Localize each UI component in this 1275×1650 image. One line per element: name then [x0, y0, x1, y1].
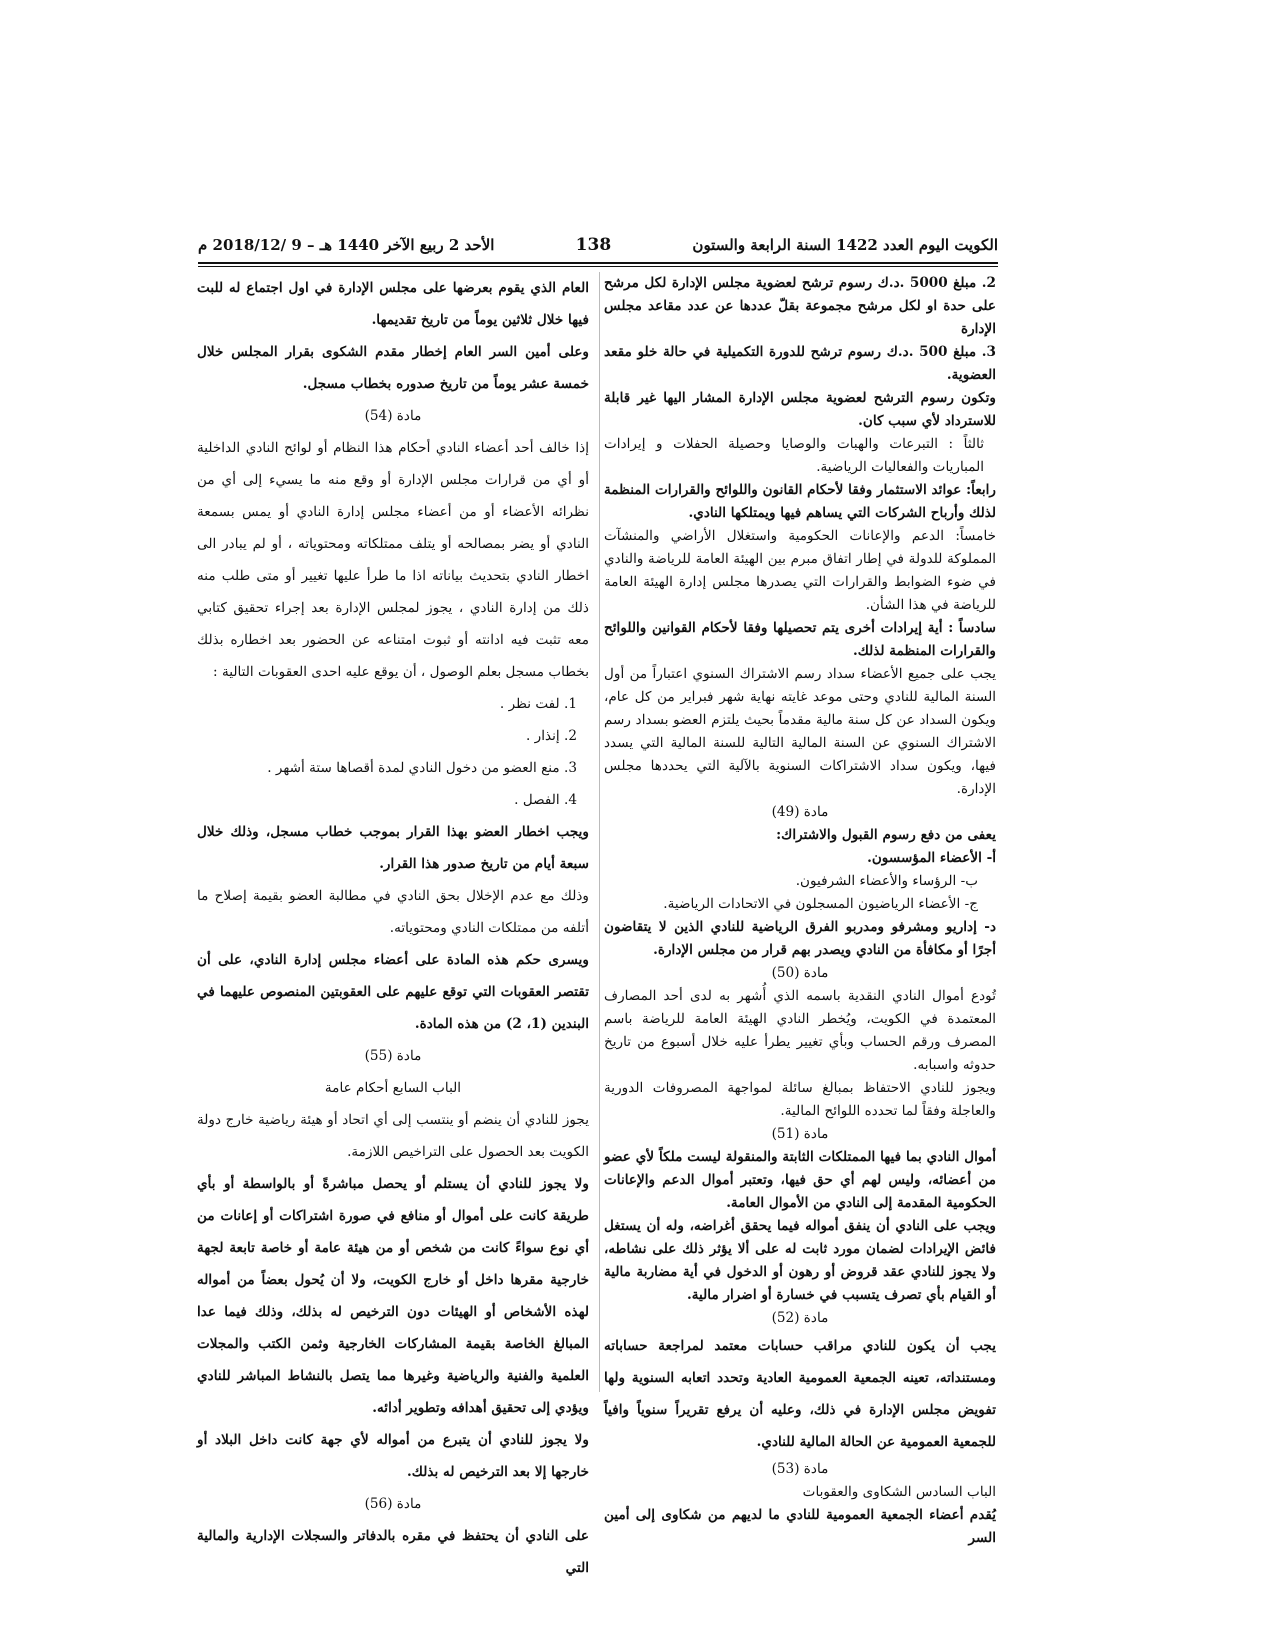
article-heading: مادة (56) [364, 1496, 422, 1512]
article-heading: مادة (54) [364, 408, 422, 424]
list-item: 4. الفصل . [514, 792, 577, 808]
list-item: ج- الأعضاء الرياضيون المسجلون في الاتحادات الرياضية. [663, 896, 978, 912]
section-heading: الباب السابع أحكام عامة [324, 1080, 462, 1096]
paragraph: ويسرى حكم هذه المادة على أعضاء مجلس إدارة النادي، على أن تقتصر العقوبات التي توقع عليهم على العقوبتين المنصوص عليهما في البندين (1، 2) من هذه المادة. [197, 952, 589, 1032]
paragraph: تُودع أموال النادي النقدية باسمه الذي أُشهر به لدى أحد المصارف المعتمدة في الكويت، ويُخطر النادي الهيئة العامة للرياضة باسم المصرف ورقم الحساب وبأي تغيير يطرأ عليه خلال أسبوع من تاريخ حدوثه واسبابه. [604, 988, 996, 1073]
paragraph: يعفى من دفع رسوم القبول والاشتراك: [776, 827, 996, 843]
right-column [604, 272, 996, 1546]
header-rule-thick [198, 262, 998, 264]
list-item: 2. إنذار . [526, 728, 577, 744]
section-heading: الباب السادس الشكاوى والعقوبات [802, 1484, 996, 1500]
paragraph: ويجب على النادي أن ينفق أمواله فيما يحقق أغراضه، وله أن يستغل فائض الإيرادات لضمان مورد ثابت له على ألا يؤثر ذلك على نشاطه، ولا يجوز للنادي عقد قروض أو رهون أو الدخول في أية مضاربة مالية أو القيام بأي تصرف يتسبب في خسارة أو اضرار مالية. [604, 1218, 996, 1303]
paragraph: سادساً : أية إيرادات أخرى يتم تحصيلها وفقا لأحكام القوانين واللوائح والقرارات المنظمة لذلك. [604, 620, 996, 659]
paragraph: وذلك مع عدم الإخلال بحق النادي في مطالبة العضو بقيمة إصلاح ما أتلفه من ممتلكات النادي ومحتوياته. [197, 888, 589, 936]
paragraph: على النادي أن يحتفظ في مقره بالدفاتر والسجلات الإدارية والمالية التي [197, 1528, 589, 1576]
left-column [197, 272, 589, 1576]
paragraph: يُقدم أعضاء الجمعية العمومية للنادي ما لديهم من شكاوى إلى أمين السر [604, 1507, 996, 1546]
paragraph: 2. مبلغ 5000 .د.ك رسوم ترشح لعضوية مجلس الإدارة لكل مرشح على حدة او لكل مرشح مجموعة بقلّ عددها عن عدد مقاعد مجلس الإدارة [604, 275, 996, 337]
column-divider [599, 272, 600, 1392]
paragraph: 3. مبلغ 500 .د.ك رسوم ترشح للدورة التكميلية في حالة خلو مقعد العضوية. [604, 344, 996, 383]
article-heading: مادة (53) [771, 1461, 829, 1477]
page-number: 138 [575, 235, 612, 255]
paragraph: وعلى أمين السر العام إخطار مقدم الشكوى بقرار المجلس خلال خمسة عشر يوماً من تاريخ صدوره بخطاب مسجل. [197, 344, 589, 392]
paragraph: يجب أن يكون للنادي مراقب حسابات معتمد لمراجعة حساباته ومستنداته، تعينه الجمعية العمومية العادية وتحدد اتعابه السنوية ولها تفويض مجلس الإدارة في ذلك، وعليه أن يرفع تقريراً سنوياً وافياً للجمعية العمومية عن الحالة المالية للنادي. [604, 1338, 996, 1450]
list-item: د- إداريو ومشرفو ومدربو الفرق الرياضية للنادي الذين لا يتقاضون أجرًا أو مكافأة من النادي ويصدر بهم قرار من مجلس الإدارة. [604, 919, 996, 958]
list-item: ب- الرؤساء والأعضاء الشرفيون. [795, 873, 978, 889]
article-heading: مادة (52) [771, 1310, 829, 1326]
paragraph: أموال النادي بما فيها الممتلكات الثابتة والمنقولة ليست ملكاً لأي عضو من أعضائه، وليس لهم أي حق فيها، وتعتبر أموال الدعم والإعانات الحكومية المقدمة إلى النادي من الأموال العامة. [604, 1149, 996, 1211]
list-item: 3. منع العضو من دخول النادي لمدة أقصاها ستة أشهر . [267, 760, 577, 776]
list-item: أ- الأعضاء المؤسسون. [867, 850, 996, 866]
paragraph: ثالثاً : التبرعات والهبات والوصايا وحصيلة الحفلات و إيرادات المباريات والفعاليات الرياضية. [604, 436, 984, 475]
paragraph: ويجب اخطار العضو بهذا القرار بموجب خطاب مسجل، وذلك خلال سبعة أيام من تاريخ صدور هذا القرار. [197, 824, 589, 872]
article-heading: مادة (51) [771, 1126, 829, 1142]
paragraph: إذا خالف أحد أعضاء النادي أحكام هذا النظام أو لوائح النادي الداخلية أو أي من قرارات مجلس الإدارة أو وقع منه ما يسيء إلى أي من نظرائه الأعضاء أو من أعضاء مجلس إدارة النادي أو يمس بسمعة النادي أو يضر بمصالحه أو يتلف ممتلكاته ومحتوياته ، أو لم يبادر الى اخطار النادي بتحديث بياناته اذا ما طرأ عليها تغيير أو متى طلب منه ذلك من إدارة النادي ، يجوز لمجلس الإدارة بعد إجراء تحقيق كتابي معه تثبت فيه ادانته أو ثبوت امتناعه عن الحضور بعد اخطاره بذلك بخطاب مسجل بعلم الوصول ، أن يوقع عليه احدى العقوبات التالية : [197, 440, 589, 680]
paragraph: رابعاً: عوائد الاستثمار وفقا لأحكام القانون واللوائح والقرارات المنظمة لذلك وأرباح الشركات التي يساهم فيها ويمتلكها النادي. [604, 482, 996, 521]
list-item: 1. لفت نظر . [499, 696, 577, 712]
header-rule-thin [198, 266, 998, 267]
paragraph: يجوز للنادي أن ينضم أو ينتسب إلى أي اتحاد أو هيئة رياضية خارج دولة الكويت بعد الحصول على التراخيص اللازمة. [197, 1112, 589, 1160]
paragraph: يجب على جميع الأعضاء سداد رسم الاشتراك السنوي اعتباراً من أول السنة المالية للنادي وحتى موعد غايته نهاية شهر فبراير من كل عام، ويكون السداد عن كل سنة مالية مقدماً بحيث يلتزم العضو بسداد رسم الاشتراك السنوي عن السنة المالية التالية للسنة المالية التي يسدد فيها، ويكون سداد الاشتراكات السنوية بالآلية التي يحددها مجلس الإدارة. [604, 666, 996, 797]
article-heading: مادة (49) [771, 804, 829, 820]
article-heading: مادة (50) [771, 965, 829, 981]
header-date: الأحد 2 ربيع الآخر 1440 هـ – 9 /2018/12 م [198, 236, 495, 254]
article-heading: مادة (55) [364, 1048, 422, 1064]
paragraph: ويجوز للنادي الاحتفاظ بمبالغ سائلة لمواجهة المصروفات الدورية والعاجلة وفقاً لما تحدده اللوائح المالية. [604, 1080, 996, 1119]
paragraph: ولا يجوز للنادي أن يتبرع من أمواله لأي جهة كانت داخل البلاد أو خارجها إلا بعد الترخيص له بذلك. [197, 1432, 589, 1480]
paragraph: خامساً: الدعم والإعانات الحكومية واستغلال الأراضي والمنشآت المملوكة للدولة في إطار اتفاق مبرم بين الهيئة العامة للرياضة والنادي في ضوء الضوابط والقرارات التي يصدرها مجلس إدارة الهيئة العامة للرياضة في هذا الشأن. [604, 528, 996, 613]
header-issue-info: الكويت اليوم العدد 1422 السنة الرابعة والستون [692, 236, 998, 254]
page-header [198, 230, 998, 260]
paragraph: وتكون رسوم الترشح لعضوية مجلس الإدارة المشار اليها غير قابلة للاسترداد لأي سبب كان. [604, 390, 996, 429]
paragraph: العام الذي يقوم بعرضها على مجلس الإدارة في اول اجتماع له للبت فيها خلال ثلاثين يوماً من تاريخ تقديمها. [197, 280, 589, 328]
paragraph: ولا يجوز للنادي أن يستلم أو يحصل مباشرةً أو بالواسطة أو بأي طريقة كانت على أموال أو منافع في صورة اشتراكات أو إعانات من أي نوع سواءً كانت من شخص أو من هيئة عامة أو خاصة تابعة لجهة خارجية مقرها داخل أو خارج الكويت، ولا أن يُحول بعضاً من أمواله لهذه الأشخاص أو الهيئات دون الترخيص له بذلك، وذلك فيما عدا المبالغ الخاصة بقيمة المشاركات الخارجية وثمن الكتب والمجلات العلمية والفنية والرياضية وغيرها مما يتصل بالنشاط المباشر للنادي ويؤدي إلى تحقيق أهدافه وتطوير أدائه. [197, 1176, 589, 1416]
